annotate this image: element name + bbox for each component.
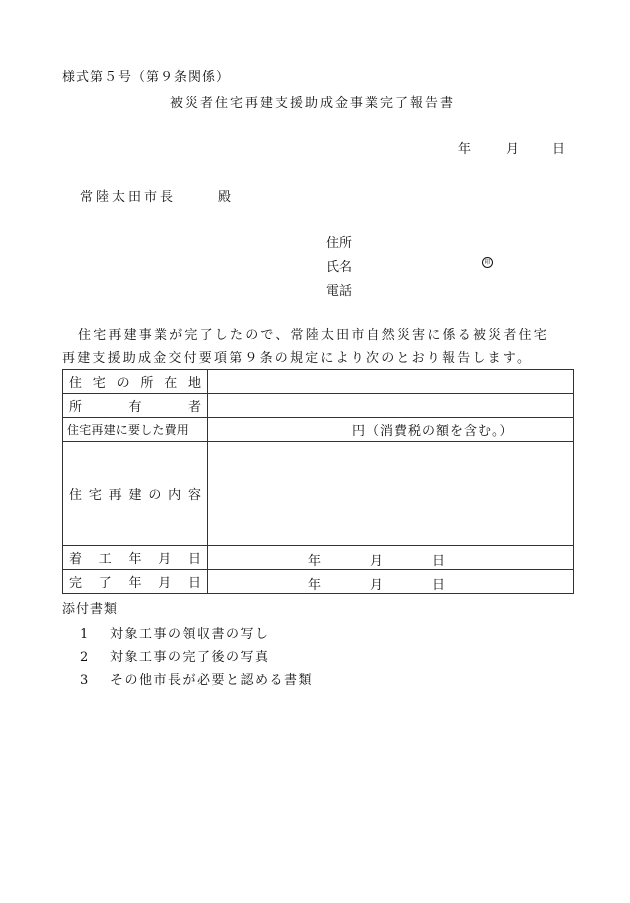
- attachment-item: [80, 646, 270, 665]
- label-char: 再: [108, 488, 122, 503]
- address-label: 住所: [326, 236, 353, 251]
- attachment-text: 対象工事の完了後の写真: [110, 650, 270, 665]
- label-char: 建: [128, 488, 142, 503]
- label-char: 着: [69, 552, 83, 567]
- addressee-honorific: 殿: [218, 190, 232, 205]
- label-char: 日: [187, 576, 201, 591]
- name-label: 氏名: [326, 260, 353, 275]
- date-year-label: 年: [458, 142, 472, 157]
- table-row-owner: [63, 394, 574, 418]
- attachment-number: 2: [80, 650, 90, 665]
- attachment-text: 対象工事の領収書の写し: [110, 627, 270, 642]
- label-char: 宅: [92, 376, 106, 391]
- start-day-label: 日: [432, 554, 446, 569]
- label-char: 所: [69, 400, 83, 415]
- finish-date-field[interactable]: [208, 570, 574, 594]
- label-char: 月: [158, 552, 172, 567]
- start-date-label: [63, 546, 208, 570]
- cost-field[interactable]: [208, 418, 574, 442]
- location-label: [63, 370, 208, 394]
- label-char: 在: [164, 376, 178, 391]
- label-char: 完: [69, 576, 83, 591]
- owner-field[interactable]: [208, 394, 574, 418]
- label-char: 住: [69, 488, 83, 503]
- label-char: 年: [128, 552, 142, 567]
- finish-date-label: [63, 570, 208, 594]
- attachment-text: その他市長が必要と認める書類: [110, 673, 314, 688]
- report-body: [62, 324, 549, 370]
- start-date-field[interactable]: [208, 546, 574, 570]
- table-row-cost: [63, 418, 574, 442]
- form-number: 様式第５号（第９条関係）: [62, 70, 231, 85]
- label-char: 有: [128, 400, 142, 415]
- label-char: 住: [69, 376, 83, 391]
- attachment-number: 3: [80, 673, 90, 688]
- attachment-item: [80, 623, 270, 642]
- label-char: 地: [187, 376, 201, 391]
- seal-mark: 印: [482, 257, 493, 268]
- owner-label: [63, 394, 208, 418]
- label-char: の: [116, 376, 130, 391]
- phone-label: 電話: [326, 284, 353, 299]
- location-field[interactable]: [208, 370, 574, 394]
- label-char: 年: [128, 576, 142, 591]
- content-label: [63, 442, 208, 546]
- label-char: 容: [187, 488, 201, 503]
- cost-unit-text: 円（消費税の額を含む。）: [352, 424, 514, 439]
- table-row-start-date: [63, 546, 574, 570]
- attachments-heading: 添付書類: [62, 602, 119, 617]
- start-year-label: 年: [308, 554, 322, 569]
- label-char: 宅: [88, 488, 102, 503]
- page-title: 被災者住宅再建支援助成金事業完了報告書: [170, 96, 456, 111]
- addressee-name: 常陸太田市長: [80, 190, 177, 205]
- finish-year-label: 年: [308, 578, 322, 593]
- finish-day-label: 日: [432, 578, 446, 593]
- report-table: [62, 369, 574, 594]
- finish-month-label: 月: [370, 578, 384, 593]
- table-row-location: [63, 370, 574, 394]
- content-field[interactable]: [208, 442, 574, 546]
- attachment-item: [80, 669, 313, 688]
- table-row-finish-date: [63, 570, 574, 594]
- start-month-label: 月: [370, 554, 384, 569]
- label-char: 工: [98, 552, 112, 567]
- table-row-content: [63, 442, 574, 546]
- label-char: の: [148, 488, 162, 503]
- attachment-number: 1: [80, 627, 90, 642]
- report-body-line-1: 住宅再建事業が完了したので、常陸太田市自然災害に係る被災者住宅: [78, 328, 549, 343]
- label-char: 内: [168, 488, 182, 503]
- cost-label: 住宅再建に要した費用: [63, 418, 208, 442]
- label-char: 者: [187, 400, 201, 415]
- date-month-label: 月: [506, 142, 520, 157]
- label-char: 日: [187, 552, 201, 567]
- report-body-line-2: 再建支援助成金交付要項第９条の規定により次のとおり報告します。: [62, 351, 533, 366]
- date-day-label: 日: [552, 142, 566, 157]
- label-char: 了: [98, 576, 112, 591]
- label-char: 月: [158, 576, 172, 591]
- label-char: 所: [140, 376, 154, 391]
